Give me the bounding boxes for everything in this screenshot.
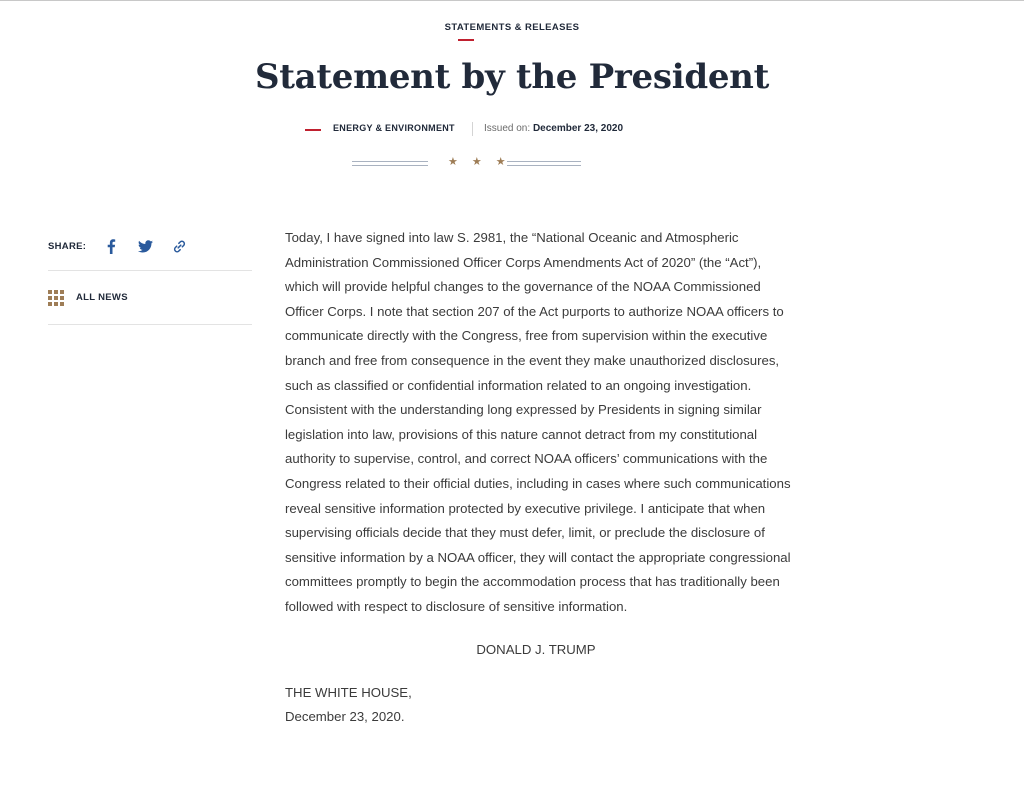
breadcrumb <box>0 22 1024 33</box>
grid-icon <box>48 290 64 306</box>
facebook-icon[interactable] <box>102 238 120 256</box>
link-icon[interactable] <box>170 238 188 256</box>
issued-date <box>484 123 623 134</box>
all-news-label: ALL NEWS <box>76 292 128 303</box>
article-paragraph: Today, I have signed into law S. 2981, the “National Oceanic and Atmospheric Administration Commissioned Officer Corps Amendments Act of 2020” (the “Act”), which will provide helpful changes to the governance of the NOAA Commissioned Officer Corps. I note that section 207 of the Act purports to authorize NOAA officers to communicate directly with the Congress, free from supervision within the executive branch and free from consequence in the event they make unauthorized disclosures, such as classified or confidential information related to an ongoing investigation. Consistent with the understanding long expressed by Presidents in signing similar legislation into law, provisions of this nature cannot detract from my constitutional authority to supervise, control, and correct NOAA officers’ communications with the Congress related to their official duties, including in cases where such communications reveal sensitive information protected by executive privilege. I anticipate that when supervising officials decide that they must defer, limit, or preclude the disclosure of sensitive information by a NOAA officer, they will contact the appropriate congressional committees promptly to begin the accommodation process that has traditionally been followed with respect to disclosure of sensitive information. <box>285 230 791 614</box>
dateline-date: December 23, 2020. <box>285 708 405 724</box>
kicker-underline <box>458 39 474 41</box>
twitter-glyph <box>138 240 153 253</box>
signature: DONALD J. TRUMP <box>476 641 596 657</box>
sidebar <box>48 223 252 325</box>
stars-icon: ★★★ <box>448 156 520 168</box>
link-glyph <box>172 239 187 254</box>
article-meta <box>0 122 1024 138</box>
all-news-link[interactable] <box>48 271 252 325</box>
issued-date-value: December 23, 2020 <box>532 123 624 134</box>
share-label: SHARE: <box>48 241 87 252</box>
statements-releases-link[interactable]: STATEMENTS & RELEASES <box>444 22 580 33</box>
divider-rule-right <box>507 161 581 166</box>
facebook-glyph <box>106 239 116 254</box>
category-dash <box>305 129 321 131</box>
meta-separator <box>472 122 473 136</box>
category-link[interactable]: ENERGY & ENVIRONMENT <box>333 123 455 133</box>
article-body <box>285 226 795 729</box>
share-row <box>48 223 252 271</box>
twitter-icon[interactable] <box>136 238 154 256</box>
dateline-place: THE WHITE HOUSE, <box>285 684 412 700</box>
divider-rule-left <box>352 161 428 166</box>
page-title: Statement by the President <box>255 57 769 97</box>
issued-label: Issued on: <box>484 123 531 134</box>
star-divider <box>352 157 582 171</box>
dateline <box>285 681 795 729</box>
